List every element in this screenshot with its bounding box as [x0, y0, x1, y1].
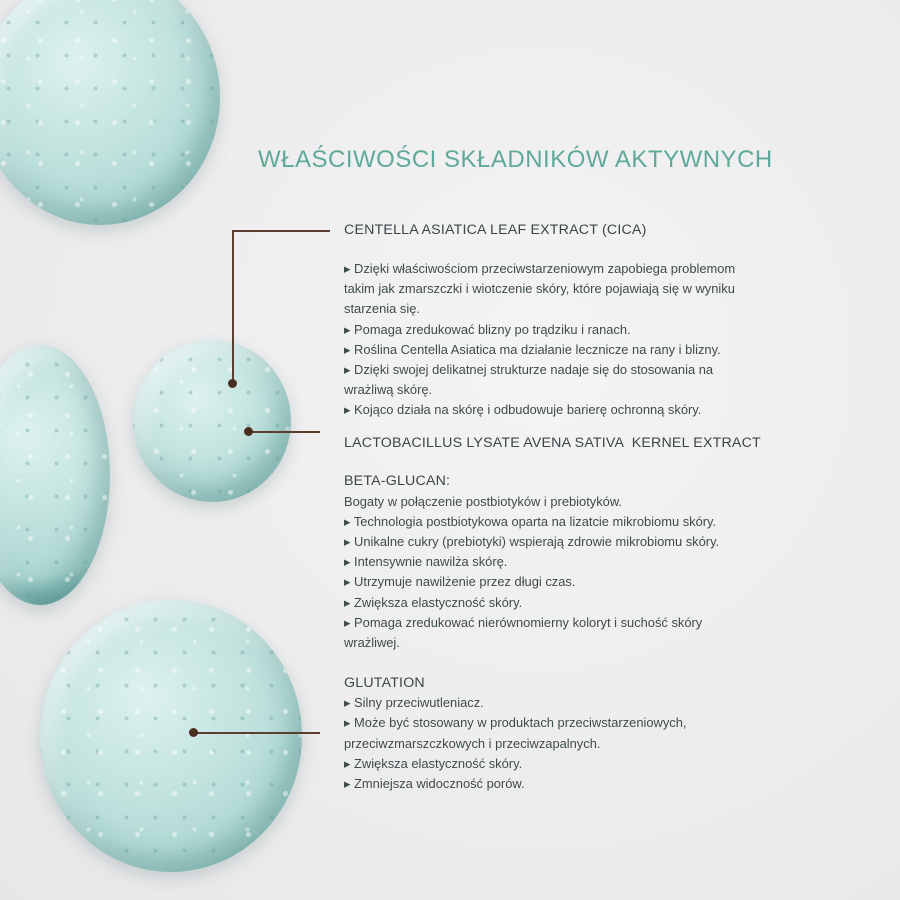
text-line: ▸ Utrzymuje nawilżenie przez długi czas.	[344, 574, 576, 590]
connector-lacto-dot	[244, 427, 253, 436]
text-line: wrażliwą skórę.	[344, 382, 433, 398]
text-line: takim jak zmarszczki i wiotczenie skóry, które pojawiają się w wyniku	[344, 281, 735, 297]
section-heading-lactobacillus: LACTOBACILLUS LYSATE AVENA SATIVA KERNEL EXTRACT	[344, 434, 761, 451]
text-line: ▸ Technologia postbiotykowa oparta na lizatcie mikrobiomu skóry.	[344, 513, 717, 529]
text-line: starzenia się.	[344, 301, 420, 317]
text-line: ▸ Dzięki właściwościom przeciwstarzeniowym zapobiega problemom	[344, 261, 736, 276]
text-line: ▸ Pomaga zredukować blizny po trądziku i ranach.	[344, 321, 631, 337]
gel-drop-bottom	[40, 600, 302, 872]
text-line: ▸ Pomaga zredukować nierównomierny koloryt i suchość skóry	[344, 614, 703, 630]
text-line: ▸ Unikalne cukry (prebiotyki) wspierają zdrowie mikrobiomu skóry.	[344, 534, 720, 550]
text-line: ▸ Zwiększa elastyczność skóry.	[344, 755, 523, 771]
ingredients-content	[344, 222, 864, 794]
text-line: ▸ Dzięki swojej delikatnej strukturze nadaje się do stosowania na	[344, 362, 714, 378]
text-line: ▸ Silny przeciwutleniacz.	[344, 695, 484, 711]
page-title: WŁAŚCIWOŚCI SKŁADNIKÓW AKTYWNYCH	[258, 146, 773, 173]
text-line: ▸ Roślina Centella Asiatica ma działanie lecznicze na rany i blizny.	[344, 341, 721, 357]
connector-centella-vertical	[232, 230, 234, 382]
text-line: ▸ Zwiększa elastyczność skóry.	[344, 594, 523, 610]
section-text-glutation	[344, 693, 864, 794]
section-heading-centella: CENTELLA ASIATICA LEAF EXTRACT (CICA)	[344, 222, 647, 238]
section-text-beta-glucan	[344, 492, 864, 654]
text-line: wrażliwej.	[344, 635, 400, 651]
connector-centella-horizontal	[232, 230, 330, 232]
text-line: ▸ Zmniejsza widoczność porów.	[344, 776, 525, 792]
section-text-centella	[344, 259, 864, 421]
section-heading-beta-glucan: BETA-GLUCAN:	[344, 472, 451, 489]
connector-glutation-horizontal	[193, 732, 320, 734]
text-line: ▸ Kojąco działa na skórę i odbudowuje barierę ochronną skóry.	[344, 402, 702, 418]
connector-lacto-horizontal	[248, 431, 320, 433]
text-line: przeciwzmarszczkowych i przeciwzapalnych.	[344, 735, 601, 751]
gel-drop-middle	[133, 340, 291, 502]
text-line: Bogaty w połączenie postbiotyków i prebiotyków.	[344, 493, 623, 509]
section-heading-glutation: GLUTATION	[344, 675, 425, 692]
text-line: ▸ Może być stosowany w produktach przeciwstarzeniowych,	[344, 715, 687, 731]
connector-centella-dot	[228, 379, 237, 388]
connector-glutation-dot	[189, 728, 198, 737]
text-line: ▸ Intensywnie nawilża skórę.	[344, 554, 508, 570]
